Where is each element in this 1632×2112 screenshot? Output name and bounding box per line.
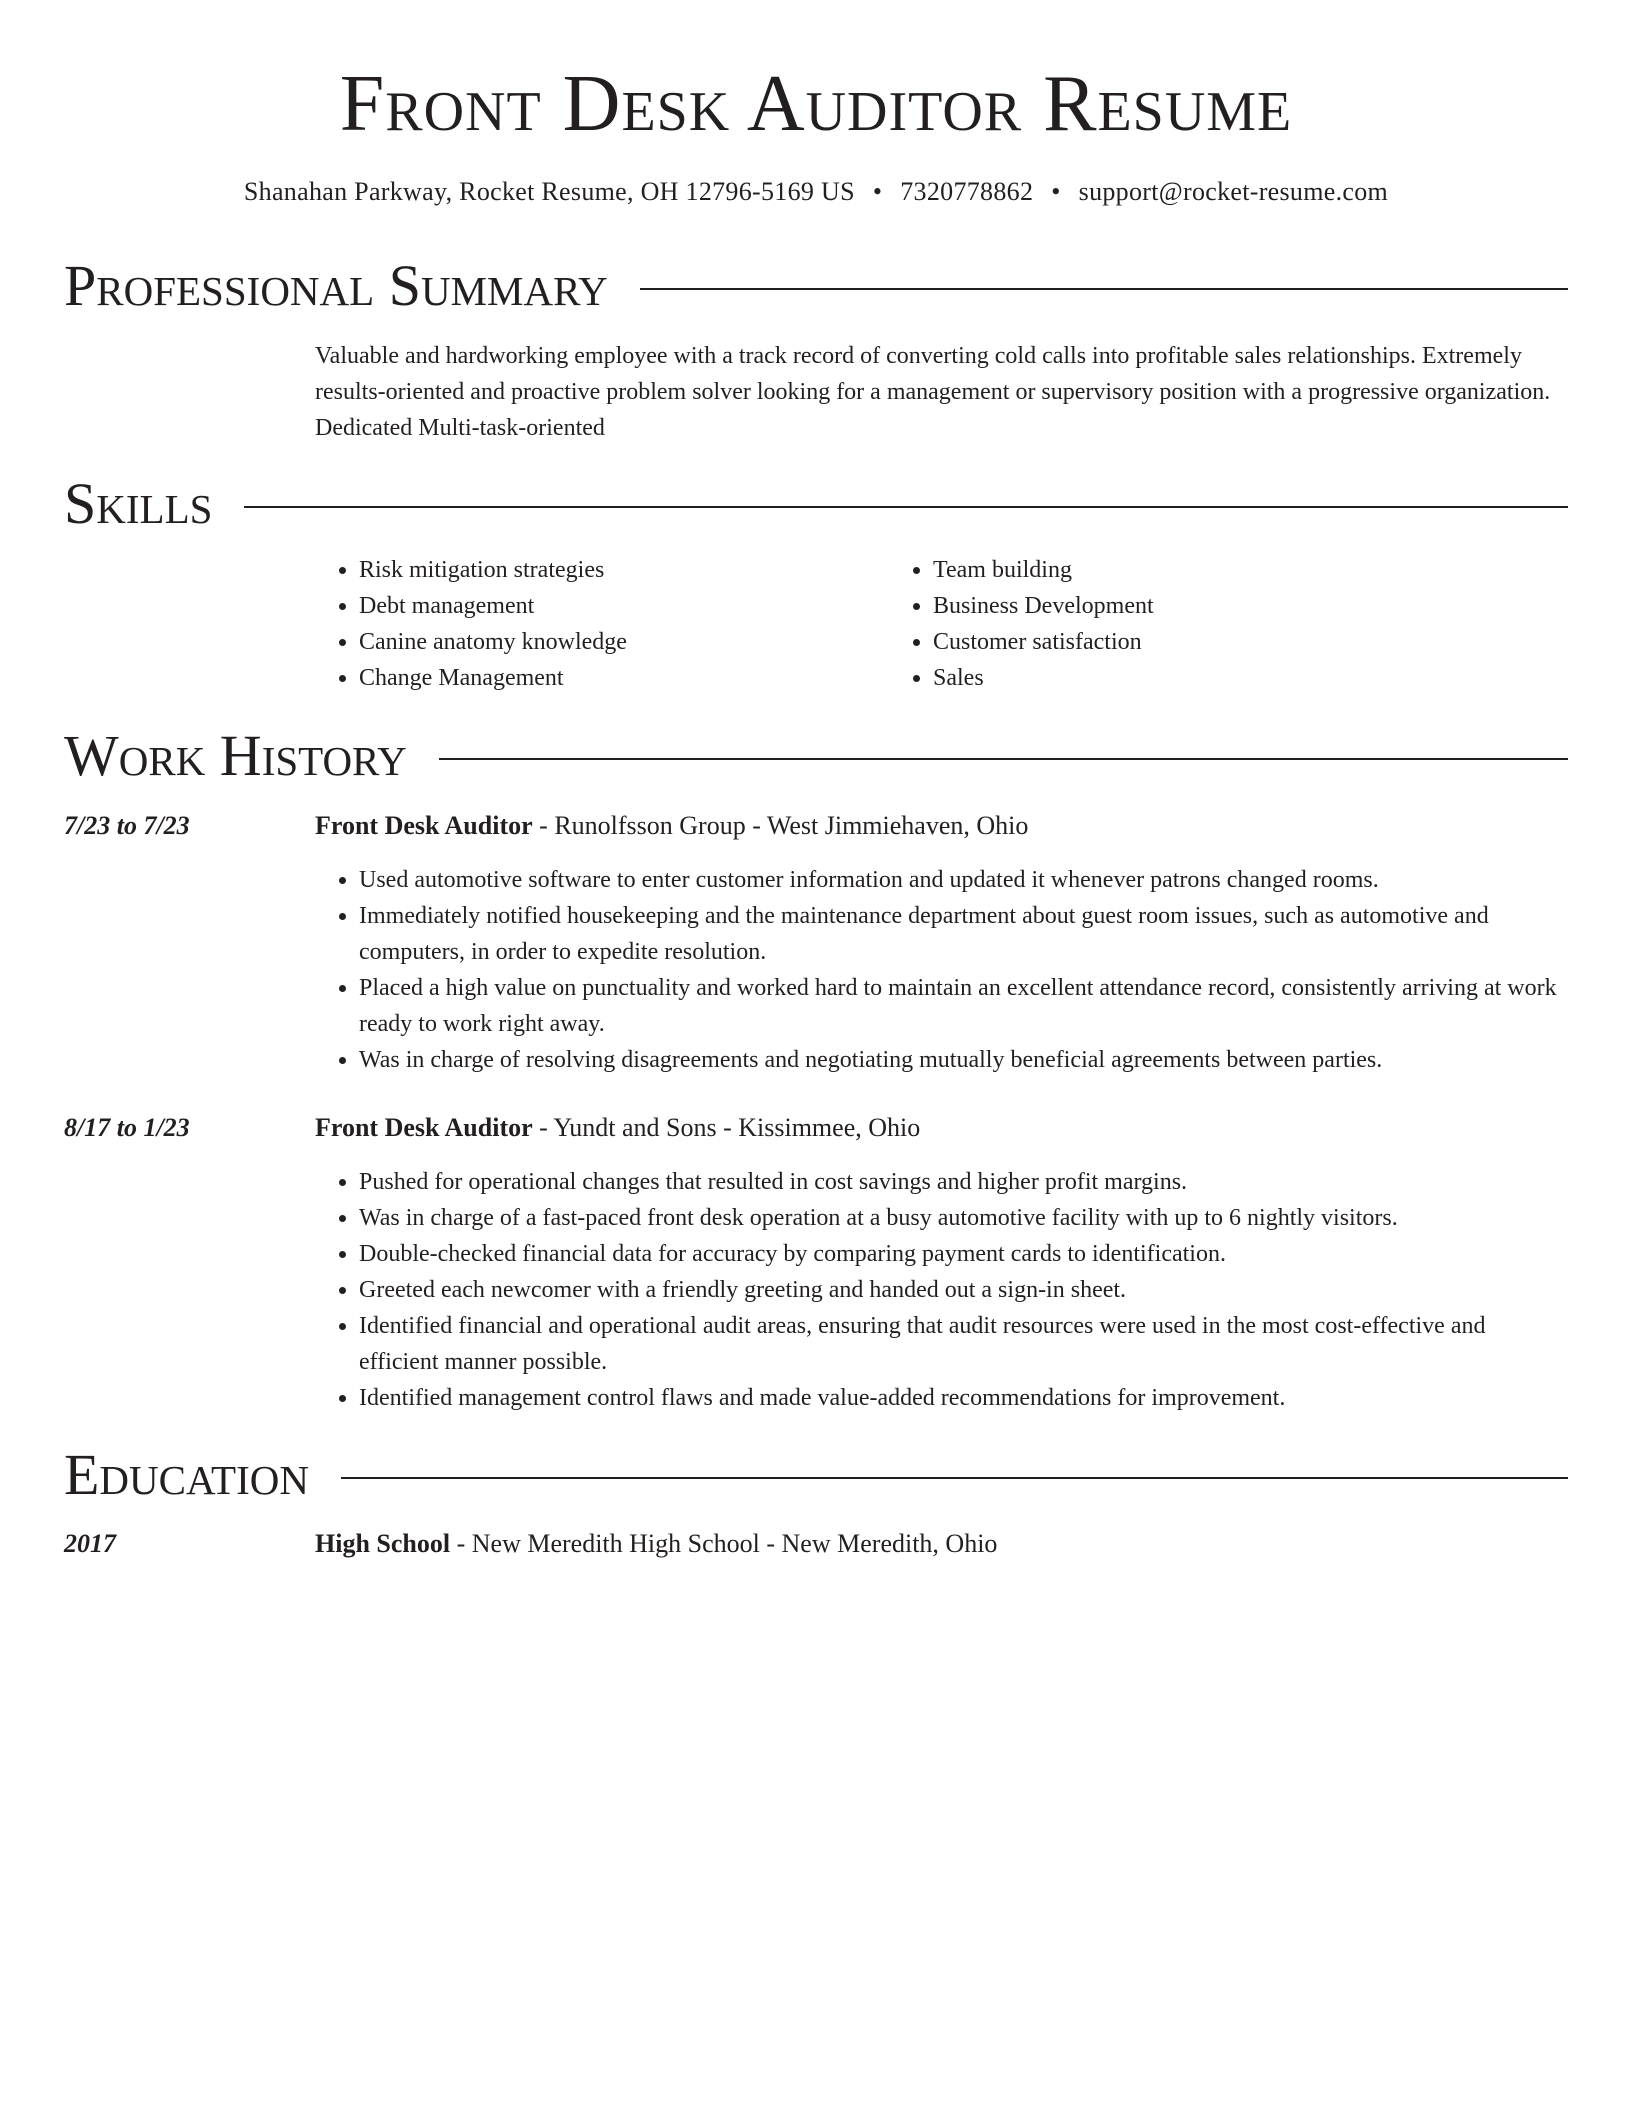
section-header-work-history [64,724,1568,788]
job-bullets [315,1164,1568,1416]
section-header-summary [64,254,1568,318]
section-title-summary: Professional Summary [64,253,608,318]
skill-item: • Sales [933,660,1463,696]
job-company-location: - Runolfsson Group - West Jimmiehaven, Ohio [532,811,1029,840]
job-bullets [315,862,1568,1078]
skill-item: • Business Development [933,588,1463,624]
section-header-education [64,1443,1568,1507]
section-divider [341,1477,1568,1479]
skill-item: • Risk mitigation strategies [359,552,889,588]
skill-item: • Customer satisfaction [933,624,1463,660]
education-school-location: - New Meredith High School - New Meredith, Ohio [450,1529,998,1558]
section-divider [640,288,1568,290]
skill-item: • Canine anatomy knowledge [359,624,889,660]
job-header [315,1110,1568,1146]
job-bullet: • Was in charge of a fast-paced front desk operation at a busy automotive facility with up to 6 nightly visitors. [359,1200,1568,1236]
job-title: Front Desk Auditor [315,811,533,840]
contact-separator: • [1051,177,1061,206]
resume-title: Front Desk Auditor Resume [339,60,1293,148]
section-title-work-history: Work History [64,723,407,788]
job-title: Front Desk Auditor [315,1113,533,1142]
job-bullet: • Placed a high value on punctuality and worked hard to maintain an excellent attendance record, consistently arriving at work ready to work right away. [359,970,1568,1042]
contact-line [64,174,1568,210]
job-bullet: • Identified management control flaws and made value-added recommendations for improvement. [359,1380,1568,1416]
job-dates: 8/17 to 1/23 [64,1113,190,1142]
section-title-skills: Skills [64,471,213,536]
job-header [315,808,1568,844]
job-bullet: • Used automotive software to enter customer information and updated it whenever patrons changed rooms. [359,862,1568,898]
contact-address: Shanahan Parkway, Rocket Resume, OH 12796-5169 US [243,177,855,206]
section-divider [439,758,1568,760]
job-bullet: • Immediately notified housekeeping and the maintenance department about guest room issues, such as automotive and computers, in order to expedite resolution. [359,898,1568,970]
education-entry [315,1526,1568,1562]
job-entry [315,808,1568,1078]
summary-block [315,338,1568,446]
skills-column-left [315,552,889,696]
section-divider [244,506,1568,508]
skills-list [315,552,1568,696]
section-title-education: Education [64,1442,309,1507]
skill-item: • Team building [933,552,1463,588]
contact-separator: • [872,177,883,206]
job-bullet: • Greeted each newcomer with a friendly greeting and handed out a sign-in sheet. [359,1272,1568,1308]
job-bullet: • Pushed for operational changes that resulted in cost savings and higher profit margins. [359,1164,1568,1200]
job-entry [315,1110,1568,1416]
contact-email: support@rocket-resume.com [1078,177,1389,206]
section-header-skills [64,472,1568,536]
education-year: 2017 [64,1529,116,1558]
contact-phone: 7320778862 [900,177,1034,206]
job-dates: 7/23 to 7/23 [64,811,190,840]
education-header [315,1526,1568,1562]
summary-text: Valuable and hardworking employee with a track record of converting cold calls into profitable sales relationships. Extremely results-oriented and proactive problem solver looking for a management or supervisory position with a progressive organization. Dedicated Multi-task-oriented [315,343,1551,441]
job-bullet: • Double-checked financial data for accuracy by comparing payment cards to identification. [359,1236,1568,1272]
job-bullet: • Identified financial and operational audit areas, ensuring that audit resources were used in the most cost-effective and efficient manner possible. [359,1308,1568,1380]
skill-item: • Change Management [359,660,889,696]
education-degree: High School [315,1529,451,1558]
skills-column-right [889,552,1463,696]
job-bullet: • Was in charge of resolving disagreements and negotiating mutually beneficial agreements between parties. [359,1042,1568,1078]
skill-item: • Debt management [359,588,889,624]
job-company-location: - Yundt and Sons - Kissimmee, Ohio [532,1113,921,1142]
